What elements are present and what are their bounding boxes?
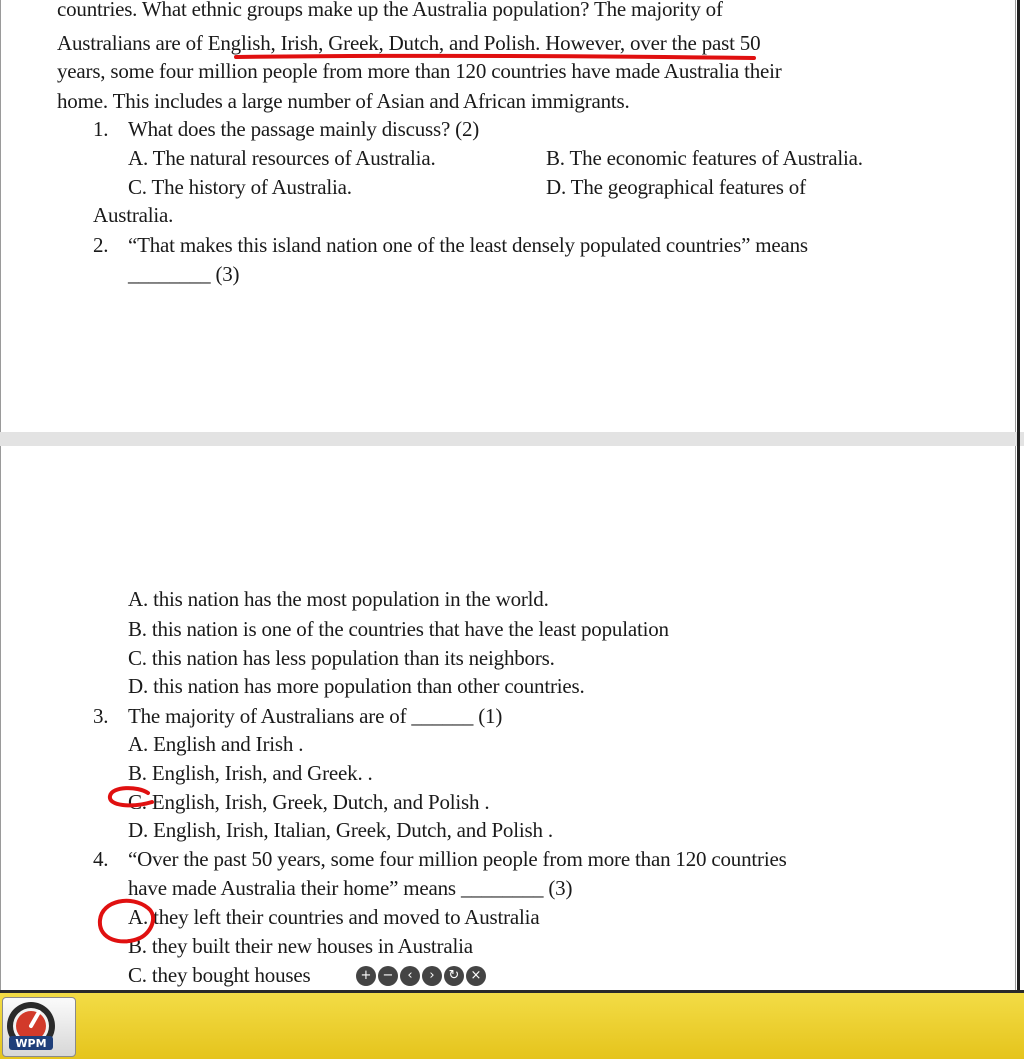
forward-icon[interactable]: ›: [422, 966, 442, 986]
q4-number: 4.: [93, 847, 109, 871]
q2-blank: ________ (3): [128, 262, 240, 286]
close-icon[interactable]: ×: [466, 966, 486, 986]
wpm-label: WPM: [15, 1037, 47, 1050]
zoom-toolbar: [356, 966, 486, 986]
passage-line-2: Australians are of English, Irish, Greek, Dutch, and Polish. However, over the past 50: [57, 31, 761, 55]
q3-option-c: C. English, Irish, Greek, Dutch, and Polish .: [128, 790, 490, 814]
back-icon[interactable]: ‹: [400, 966, 420, 986]
q2-option-b: B. this nation is one of the countries that have the least population: [128, 617, 669, 641]
q4-text-cont: have made Australia their home” means ________ (3): [128, 876, 573, 900]
page-separator: [0, 432, 1024, 446]
q1-option-a: A. The natural resources of Australia.: [128, 146, 436, 170]
passage-line-3: years, some four million people from more than 120 countries have made Australia their: [57, 59, 782, 83]
q2-option-a: A. this nation has the most population in the world.: [128, 587, 549, 611]
refresh-icon[interactable]: ↻: [444, 966, 464, 986]
q1-text: What does the passage mainly discuss? (2): [128, 117, 480, 141]
q1-option-c: C. The history of Australia.: [128, 175, 352, 199]
q1-number: 1.: [93, 117, 109, 141]
q3-text: The majority of Australians are of ______ (1): [128, 704, 503, 728]
taskbar: [0, 990, 1024, 1059]
wpm-logo-icon: [3, 998, 75, 1056]
q4-option-c: C. they bought houses: [128, 963, 311, 987]
q1-option-d-cont: Australia.: [93, 203, 174, 227]
q3-option-b: B. English, Irish, and Greek. .: [128, 761, 373, 785]
q1-option-d: D. The geographical features of: [546, 175, 806, 199]
q4-option-a: A. they left their countries and moved to Australia: [128, 905, 540, 929]
q2-text: “That makes this island nation one of the least densely populated countries” means: [128, 233, 808, 257]
q2-option-c: C. this nation has less population than its neighbors.: [128, 646, 555, 670]
q2-option-d: D. this nation has more population than other countries.: [128, 674, 585, 698]
viewer-edge: [1017, 0, 1020, 990]
wpm-app-button[interactable]: [2, 997, 76, 1057]
passage-line-1: countries. What ethnic groups make up the Australia population? The majority of: [57, 0, 723, 21]
q3-number: 3.: [93, 704, 109, 728]
minus-icon[interactable]: −: [378, 966, 398, 986]
q3-option-d: D. English, Irish, Italian, Greek, Dutch, and Polish .: [128, 818, 553, 842]
q1-option-b: B. The economic features of Australia.: [546, 146, 863, 170]
plus-icon[interactable]: +: [356, 966, 376, 986]
q3-option-a: A. English and Irish .: [128, 732, 304, 756]
q4-text: “Over the past 50 years, some four million people from more than 120 countries: [128, 847, 787, 871]
document-page-bottom: [0, 446, 1016, 990]
document-page-top: [0, 0, 1016, 432]
passage-line-4: home. This includes a large number of Asian and African immigrants.: [57, 89, 630, 113]
q2-number: 2.: [93, 233, 109, 257]
q4-option-b: B. they built their new houses in Australia: [128, 934, 473, 958]
